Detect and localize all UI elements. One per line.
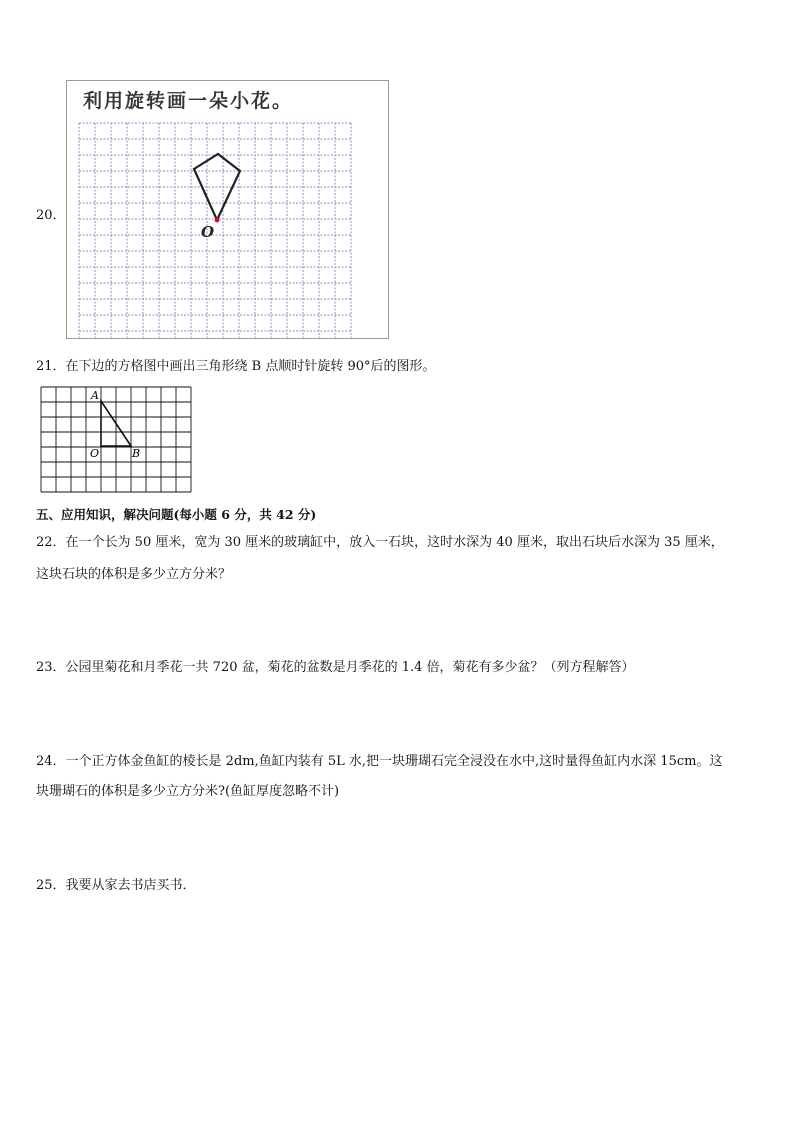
rotation-grid-svg <box>67 81 388 338</box>
triangle-grid <box>41 387 191 492</box>
question-22-line-2: 这块石块的体积是多少立方分米？ <box>36 567 232 582</box>
section-5-heading: 五、应用知识，解决问题(每小题 6 分，共 42 分) <box>36 507 317 522</box>
question-23-text: 23．公园里菊花和月季花一共 720 盆，菊花的盆数是月季花的 1.4 倍，菊花有多少盆？（列方程解答） <box>36 660 635 675</box>
question-21-text: 21．在下边的方格图中画出三角形绕 B 点顺时针旋转 90°后的图形。 <box>36 359 436 374</box>
figure-title: 利用旋转画一朵小花。 <box>83 90 294 112</box>
vertex-a-label: A <box>91 389 99 402</box>
rotation-flower-figure <box>66 80 389 339</box>
question-20-number: 20． <box>36 208 66 223</box>
rotation-center-label: O <box>201 223 215 241</box>
question-22-line-1: 22．在一个长为 50 厘米，宽为 30 厘米的玻璃缸中，放入一石块，这时水深为 40 厘米，取出石块后水深为 35 厘米， <box>36 535 724 550</box>
question-24-line-2: 块珊瑚石的体积是多少立方分米?(鱼缸厚度忽略不计) <box>36 784 340 799</box>
question-24-line-1: 24．一个正方体金鱼缸的棱长是 2dm,鱼缸内装有 5L 水,把一块珊瑚石完全浸没在水中,这时量得鱼缸内水深 15cm。这 <box>36 754 723 769</box>
vertex-b-label: B <box>132 447 141 460</box>
triangle-grid-svg <box>40 385 194 495</box>
rotation-center-point <box>215 218 220 223</box>
vertex-o-label: O <box>90 447 100 460</box>
question-25-text: 25．我要从家去书店买书． <box>36 878 196 893</box>
